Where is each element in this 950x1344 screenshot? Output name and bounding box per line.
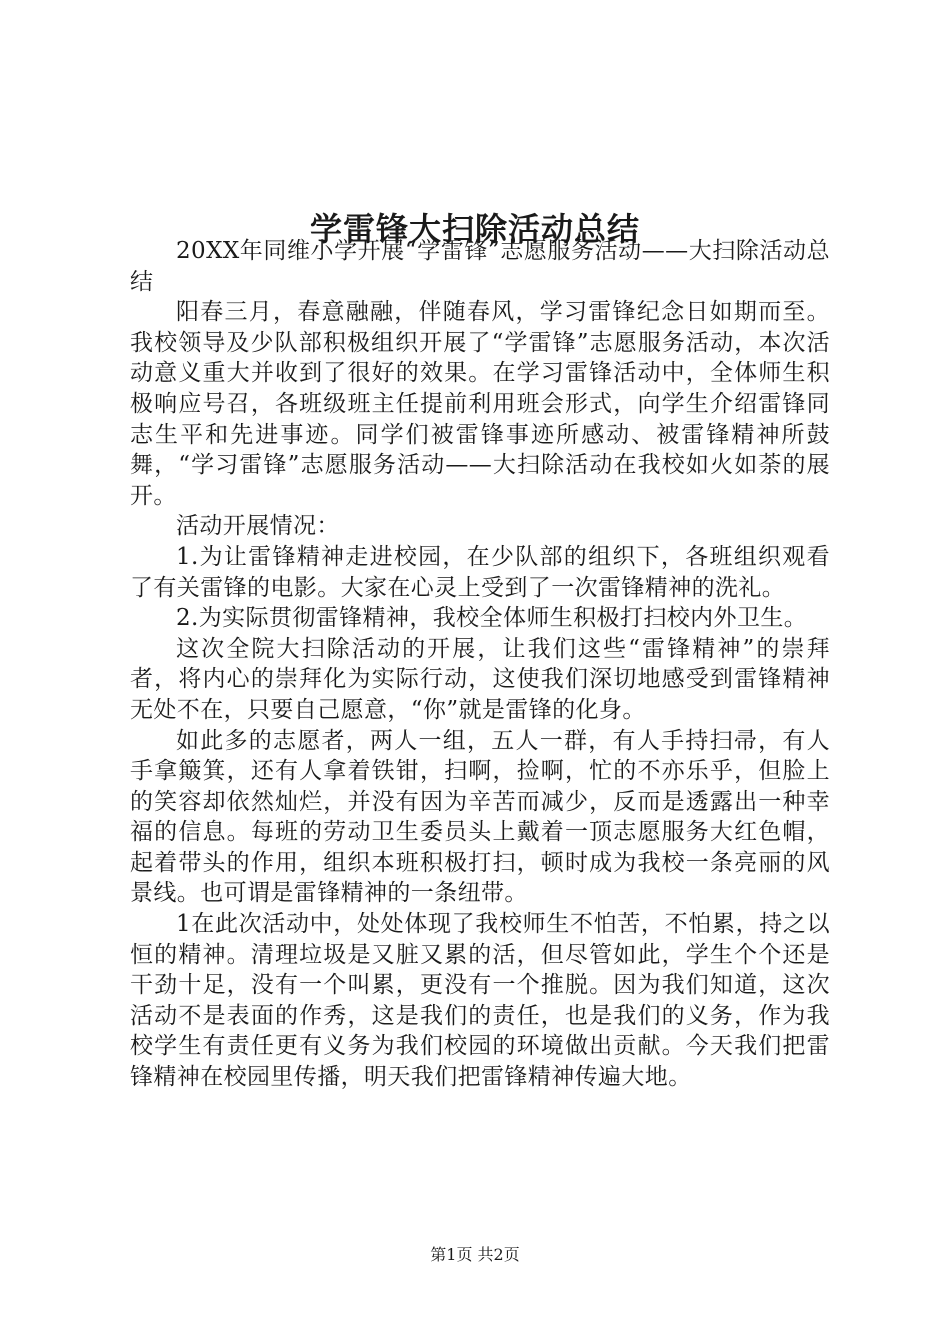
document-body	[130, 236, 830, 1093]
paragraph-conclusion: 1在此次活动中，处处体现了我校师生不怕苦，不怕累，持之以恒的精神。清理垃圾是又脏又累的活，但尽管如此，学生个个还是干劲十足，没有一个叫累，更没有一个推脱。因为我们知道，这次活动不是表面的作秀，这是我们的责任，也是我们的义务，作为我校学生有责任更有义务为我们校园的环境做出贡献。今天我们把雷锋精神在校园里传播，明天我们把雷锋精神传遍大地。	[130, 911, 830, 1091]
paragraph-item-1: 1.为让雷锋精神走进校园，在少队部的组织下，各班组织观看了有关雷锋的电影。大家在心灵上受到了一次雷锋精神的洗礼。	[130, 543, 830, 601]
page-number-footer: 第1页 共2页	[430, 1245, 520, 1264]
paragraph-heading-line: 20XX年同维小学开展“学雷锋”志愿服务活动——大扫除活动总结	[130, 238, 830, 295]
paragraph-item-2: 2.为实际贯彻雷锋精神，我校全体师生积极打扫校内外卫生。	[176, 605, 808, 632]
paragraph-volunteers: 如此多的志愿者，两人一组，五人一群，有人手持扫帚，有人手拿簸箕，还有人拿着铁钳，扫啊，捡啊，忙的不亦乐乎，但脸上的笑容却依然灿烂，并没有因为辛苦而减少，反而是透露出一种幸福的信息。每班的劳动卫生委员头上戴着一顶志愿服务大红色帽，起着带头的作用，组织本班积极打扫，顿时成为我校一条亮丽的风景线。也可谓是雷锋精神的一条纽带。	[130, 727, 830, 907]
document-title: 学雷锋大扫除活动总结	[309, 210, 640, 249]
paragraph-section-label: 活动开展情况：	[176, 513, 340, 540]
paragraph-reflection: 这次全院大扫除活动的开展，让我们这些“雷锋精神”的崇拜者，将内心的崇拜化为实际行动，这使我们深切地感受到雷锋精神无处不在，只要自己愿意，“你”就是雷锋的化身。	[130, 635, 830, 723]
paragraph-intro: 阳春三月，春意融融，伴随春风，学习雷锋纪念日如期而至。我校领导及少队部积极组织开展了“学雷锋”志愿服务活动，本次活动意义重大并收到了很好的效果。在学习雷锋活动中，全体师生积极响应号召，各班级班主任提前利用班会形式，向学生介绍雷锋同志生平和先进事迹。同学们被雷锋事迹所感动、被雷锋精神所鼓舞，“学习雷锋”志愿服务活动——大扫除活动在我校如火如荼的展开。	[130, 299, 830, 509]
